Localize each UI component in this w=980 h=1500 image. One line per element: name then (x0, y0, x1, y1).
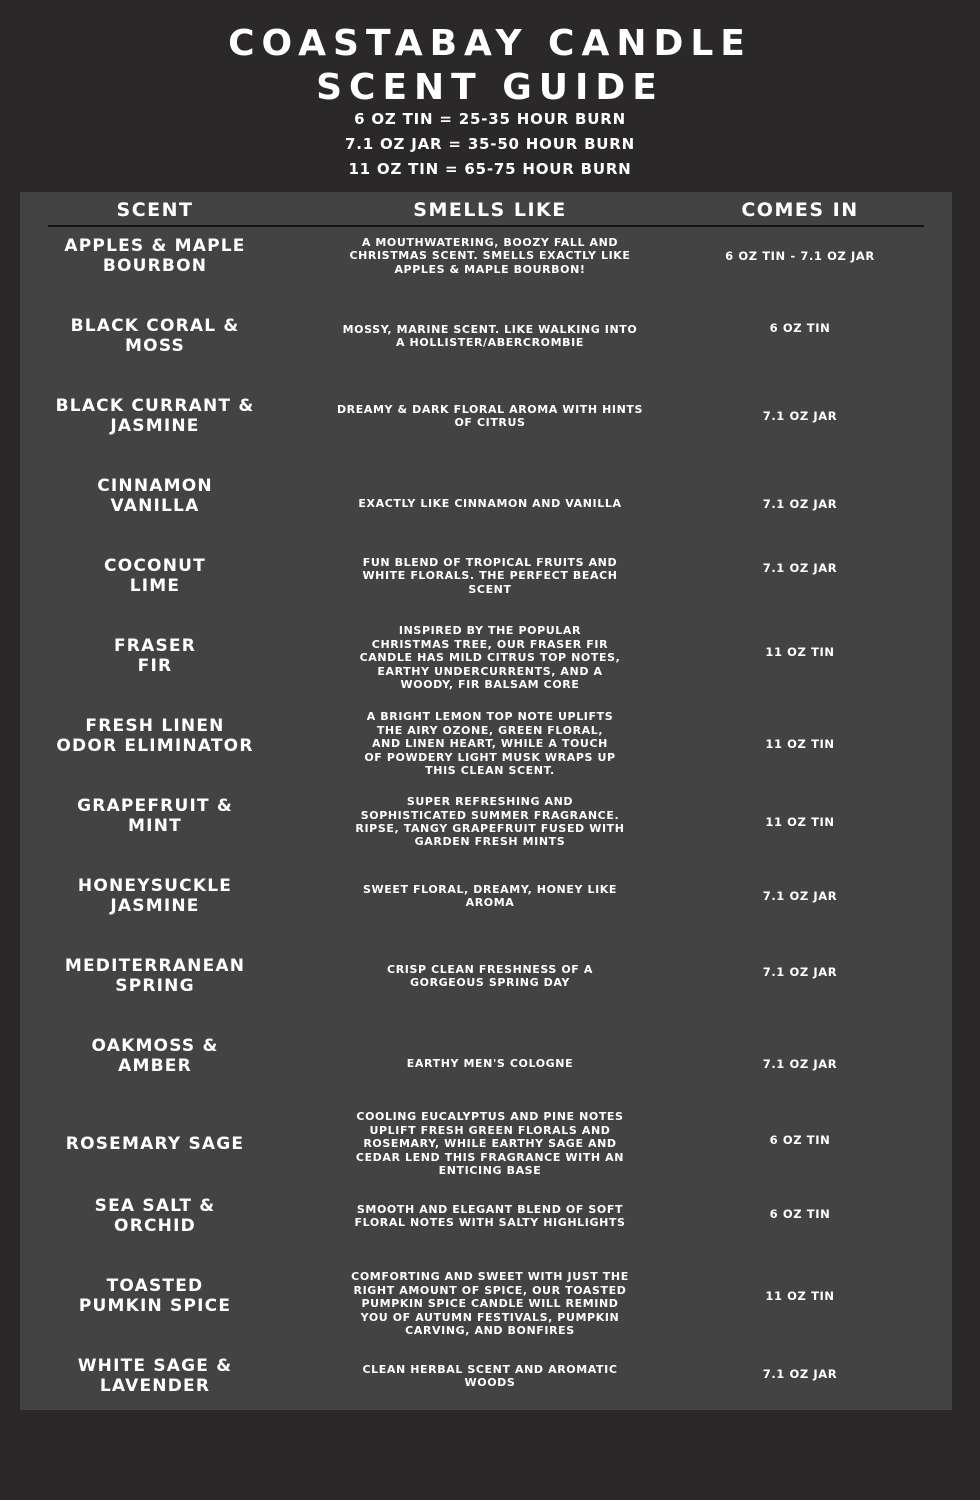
scent-description: A BRIGHT LEMON TOP NOTE UPLIFTS THE AIRY OZONE, GREEN FLORAL, AND LINEN HEART, WHILE A TOUCH OF POWDERY LIGHT MUSK WRAPS UP THIS CLEAN SCENT. (364, 710, 616, 778)
container-size: 11 OZ TIN (765, 737, 835, 751)
scent-description: SWEET FLORAL, DREAMY, HONEY LIKE AROMA (362, 882, 618, 909)
table-row (20, 704, 952, 784)
scent-name: GRAPEFRUIT & MINT (77, 796, 233, 836)
container-size: 6 OZ TIN (769, 1133, 831, 1147)
table-row (20, 1184, 952, 1264)
title-line-2: SCENT GUIDE (316, 67, 664, 108)
table-row (20, 624, 952, 704)
container-size: 6 OZ TIN - 7.1 OZ JAR (725, 249, 875, 263)
burn-time-6oz-tin: 6 OZ TIN = 25-35 HOUR BURN (354, 110, 626, 128)
scent-description: EARTHY MEN'S COLOGNE (406, 1057, 574, 1071)
container-size: 7.1 OZ JAR (762, 889, 838, 903)
container-size: 6 OZ TIN (769, 1207, 831, 1221)
scent-name: HONEYSUCKLE JASMINE (77, 876, 233, 916)
scent-description: EXACTLY LIKE CINNAMON AND VANILLA (358, 497, 622, 511)
table-row (20, 1264, 952, 1344)
scent-table (20, 192, 952, 1410)
scent-name: TOASTED PUMKIN SPICE (78, 1276, 232, 1316)
table-row (20, 944, 952, 1024)
scent-name: ROSEMARY SAGE (65, 1134, 245, 1154)
table-row (20, 1024, 952, 1104)
container-size: 7.1 OZ JAR (762, 1367, 838, 1381)
scent-description: FUN BLEND OF TROPICAL FRUITS AND WHITE FLORALS. THE PERFECT BEACH SCENT (362, 555, 618, 596)
scent-name: BLACK CORAL & MOSS (70, 316, 240, 356)
container-size: 7.1 OZ JAR (762, 409, 838, 423)
container-size: 7.1 OZ JAR (762, 497, 838, 511)
column-header-scent: SCENT (116, 199, 194, 221)
scent-description: DREAMY & DARK FLORAL AROMA WITH HINTS OF CITRUS (336, 402, 644, 429)
scent-description: MOSSY, MARINE SCENT. LIKE WALKING INTO A HOLLISTER/ABERCROMBIE (342, 322, 638, 349)
scent-name: SEA SALT & ORCHID (94, 1196, 216, 1236)
container-size: 7.1 OZ JAR (762, 965, 838, 979)
scent-description: A MOUTHWATERING, BOOZY FALL AND CHRISTMAS SCENT. SMELLS EXACTLY LIKE APPLES & MAPLE BOURBON! (349, 235, 631, 276)
scent-name: WHITE SAGE & LAVENDER (77, 1356, 233, 1396)
scent-name: MEDITERRANEAN SPRING (64, 956, 246, 996)
scent-name: COCONUT LIME (104, 556, 206, 596)
scent-description: INSPIRED BY THE POPULAR CHRISTMAS TREE, OUR FRASER FIR CANDLE HAS MILD CITRUS TOP NOTES, EARTHY UNDERCURRENTS, AND A WOODY, FIR BALSAM CORE (359, 624, 621, 692)
column-header-comes-in: COMES IN (741, 199, 859, 221)
scent-description: CRISP CLEAN FRESHNESS OF A GORGEOUS SPRING DAY (387, 962, 593, 989)
container-size: 11 OZ TIN (765, 1289, 835, 1303)
scent-name: OAKMOSS & AMBER (91, 1036, 219, 1076)
table-row (20, 384, 952, 464)
scent-description: SUPER REFRESHING AND SOPHISTICATED SUMMER FRAGRANCE. RIPSE, TANGY GRAPEFRUIT FUSED WITH GARDEN FRESH MINTS (355, 795, 625, 849)
container-size: 11 OZ TIN (765, 815, 835, 829)
scent-description: SMOOTH AND ELEGANT BLEND OF SOFT FLORAL NOTES WITH SALTY HIGHLIGHTS (354, 1202, 626, 1229)
scent-description: CLEAN HERBAL SCENT AND AROMATIC WOODS (362, 1362, 618, 1389)
table-row (20, 1344, 952, 1424)
container-size: 7.1 OZ JAR (762, 1057, 838, 1071)
container-size: 11 OZ TIN (765, 645, 835, 659)
scent-name: APPLES & MAPLE BOURBON (64, 236, 246, 276)
burn-time-7oz-jar: 7.1 OZ JAR = 35-50 HOUR BURN (345, 135, 635, 153)
scent-name: FRESH LINEN ODOR ELIMINATOR (56, 716, 254, 756)
column-header-smells-like: SMELLS LIKE (413, 199, 567, 221)
burn-time-11oz-tin: 11 OZ TIN = 65-75 HOUR BURN (348, 160, 632, 178)
table-row (20, 304, 952, 384)
container-size: 6 OZ TIN (769, 321, 831, 335)
table-row (20, 784, 952, 864)
title-line-1: COASTABAY CANDLE (228, 23, 752, 64)
scent-name: CINNAMON VANILLA (97, 476, 213, 516)
scent-description: COMFORTING AND SWEET WITH JUST THE RIGHT AMOUNT OF SPICE, OUR TOASTED PUMPKIN SPICE CANDLE WILL REMIND YOU OF AUTUMN FESTIVALS, PUMPKIN CARVING, AND BONFIRES (351, 1270, 629, 1338)
container-size: 7.1 OZ JAR (762, 561, 838, 575)
table-row (20, 1104, 952, 1184)
scent-description: COOLING EUCALYPTUS AND PINE NOTES UPLIFT FRESH GREEN FLORALS AND ROSEMARY, WHILE EARTHY SAGE AND CEDAR LEND THIS FRAGRANCE WITH AN ENTICING BASE (355, 1110, 625, 1178)
scent-name: FRASER FIR (113, 636, 196, 676)
scent-name: BLACK CURRANT & JASMINE (55, 396, 255, 436)
